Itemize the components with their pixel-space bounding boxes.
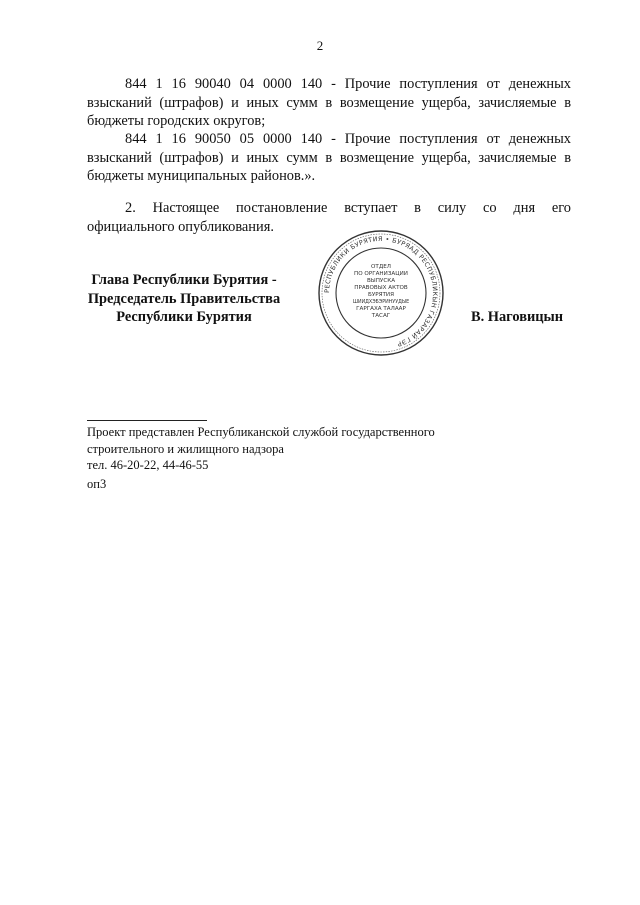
footnote-line-3: тел. 46-20-22, 44-46-55 (87, 458, 209, 472)
item-1-line-2: взысканий (штрафов) и иных сумм в возмещение ущерба, зачисляемые в (87, 94, 571, 111)
seal-line-2: ПО ОРГАНИЗАЦИИ (354, 271, 408, 277)
signatory-position-line-2: Председатель Правительства (87, 290, 281, 307)
seal-line-8: ТАСАГ (371, 313, 391, 319)
signatory-position-line-1: Глава Республики Бурятия - (91, 272, 277, 288)
seal-line-4: ПРАВОВЫХ АКТОВ (354, 285, 408, 291)
seal-line-1: ОТДЕЛ (371, 264, 391, 270)
seal-line-6: ШИИДХЭБЭРИНУУДЫЕ (352, 300, 410, 305)
seal-ring-text: РЕСПУБЛИКИ БУРЯТИЯ • БУРЯАД РЕСПУБЛИКЫН ГАЗАРАЙ ГЭР (322, 234, 440, 349)
item-2-line-3: бюджеты муниципальных районов.». (87, 168, 316, 184)
signatory-position (84, 271, 284, 327)
item-1-line-1: 844 1 16 90040 04 0000 140 - Прочие поступления от денежных (125, 76, 571, 92)
page-number: 2 (316, 38, 324, 53)
footnote-divider (87, 420, 207, 421)
clause-2-line-1: 2. Настоящее постановление вступает в силу со дня его (125, 200, 571, 216)
signatory-position-line-3: Республики Бурятия (116, 309, 252, 325)
seal-line-7: ГАРГАХА ТАЛААР (356, 306, 406, 312)
footnote-line-2: строительного и жилищного надзора (87, 441, 284, 456)
signatory-name: В. Наговицын (471, 309, 564, 325)
item-2-line-1: 844 1 16 90050 05 0000 140 - Прочие поступления от денежных (125, 131, 571, 147)
document-code: оп3 (87, 477, 107, 491)
footnote-line-1: Проект представлен Республиканской службой государственного (87, 425, 435, 439)
item-2 (87, 130, 571, 186)
seal-line-5: БУРЯТИЯ (368, 292, 394, 298)
footnote (87, 424, 435, 474)
clause-2-line-2: официального опубликования. (87, 218, 274, 235)
item-1 (87, 75, 571, 131)
item-2-line-2: взысканий (штрафов) и иных сумм в возмещение ущерба, зачисляемые в (87, 149, 571, 166)
seal-line-3: ВЫПУСКА (366, 278, 396, 284)
official-seal (316, 228, 446, 358)
item-1-line-3: бюджеты городских округов; (87, 113, 266, 129)
